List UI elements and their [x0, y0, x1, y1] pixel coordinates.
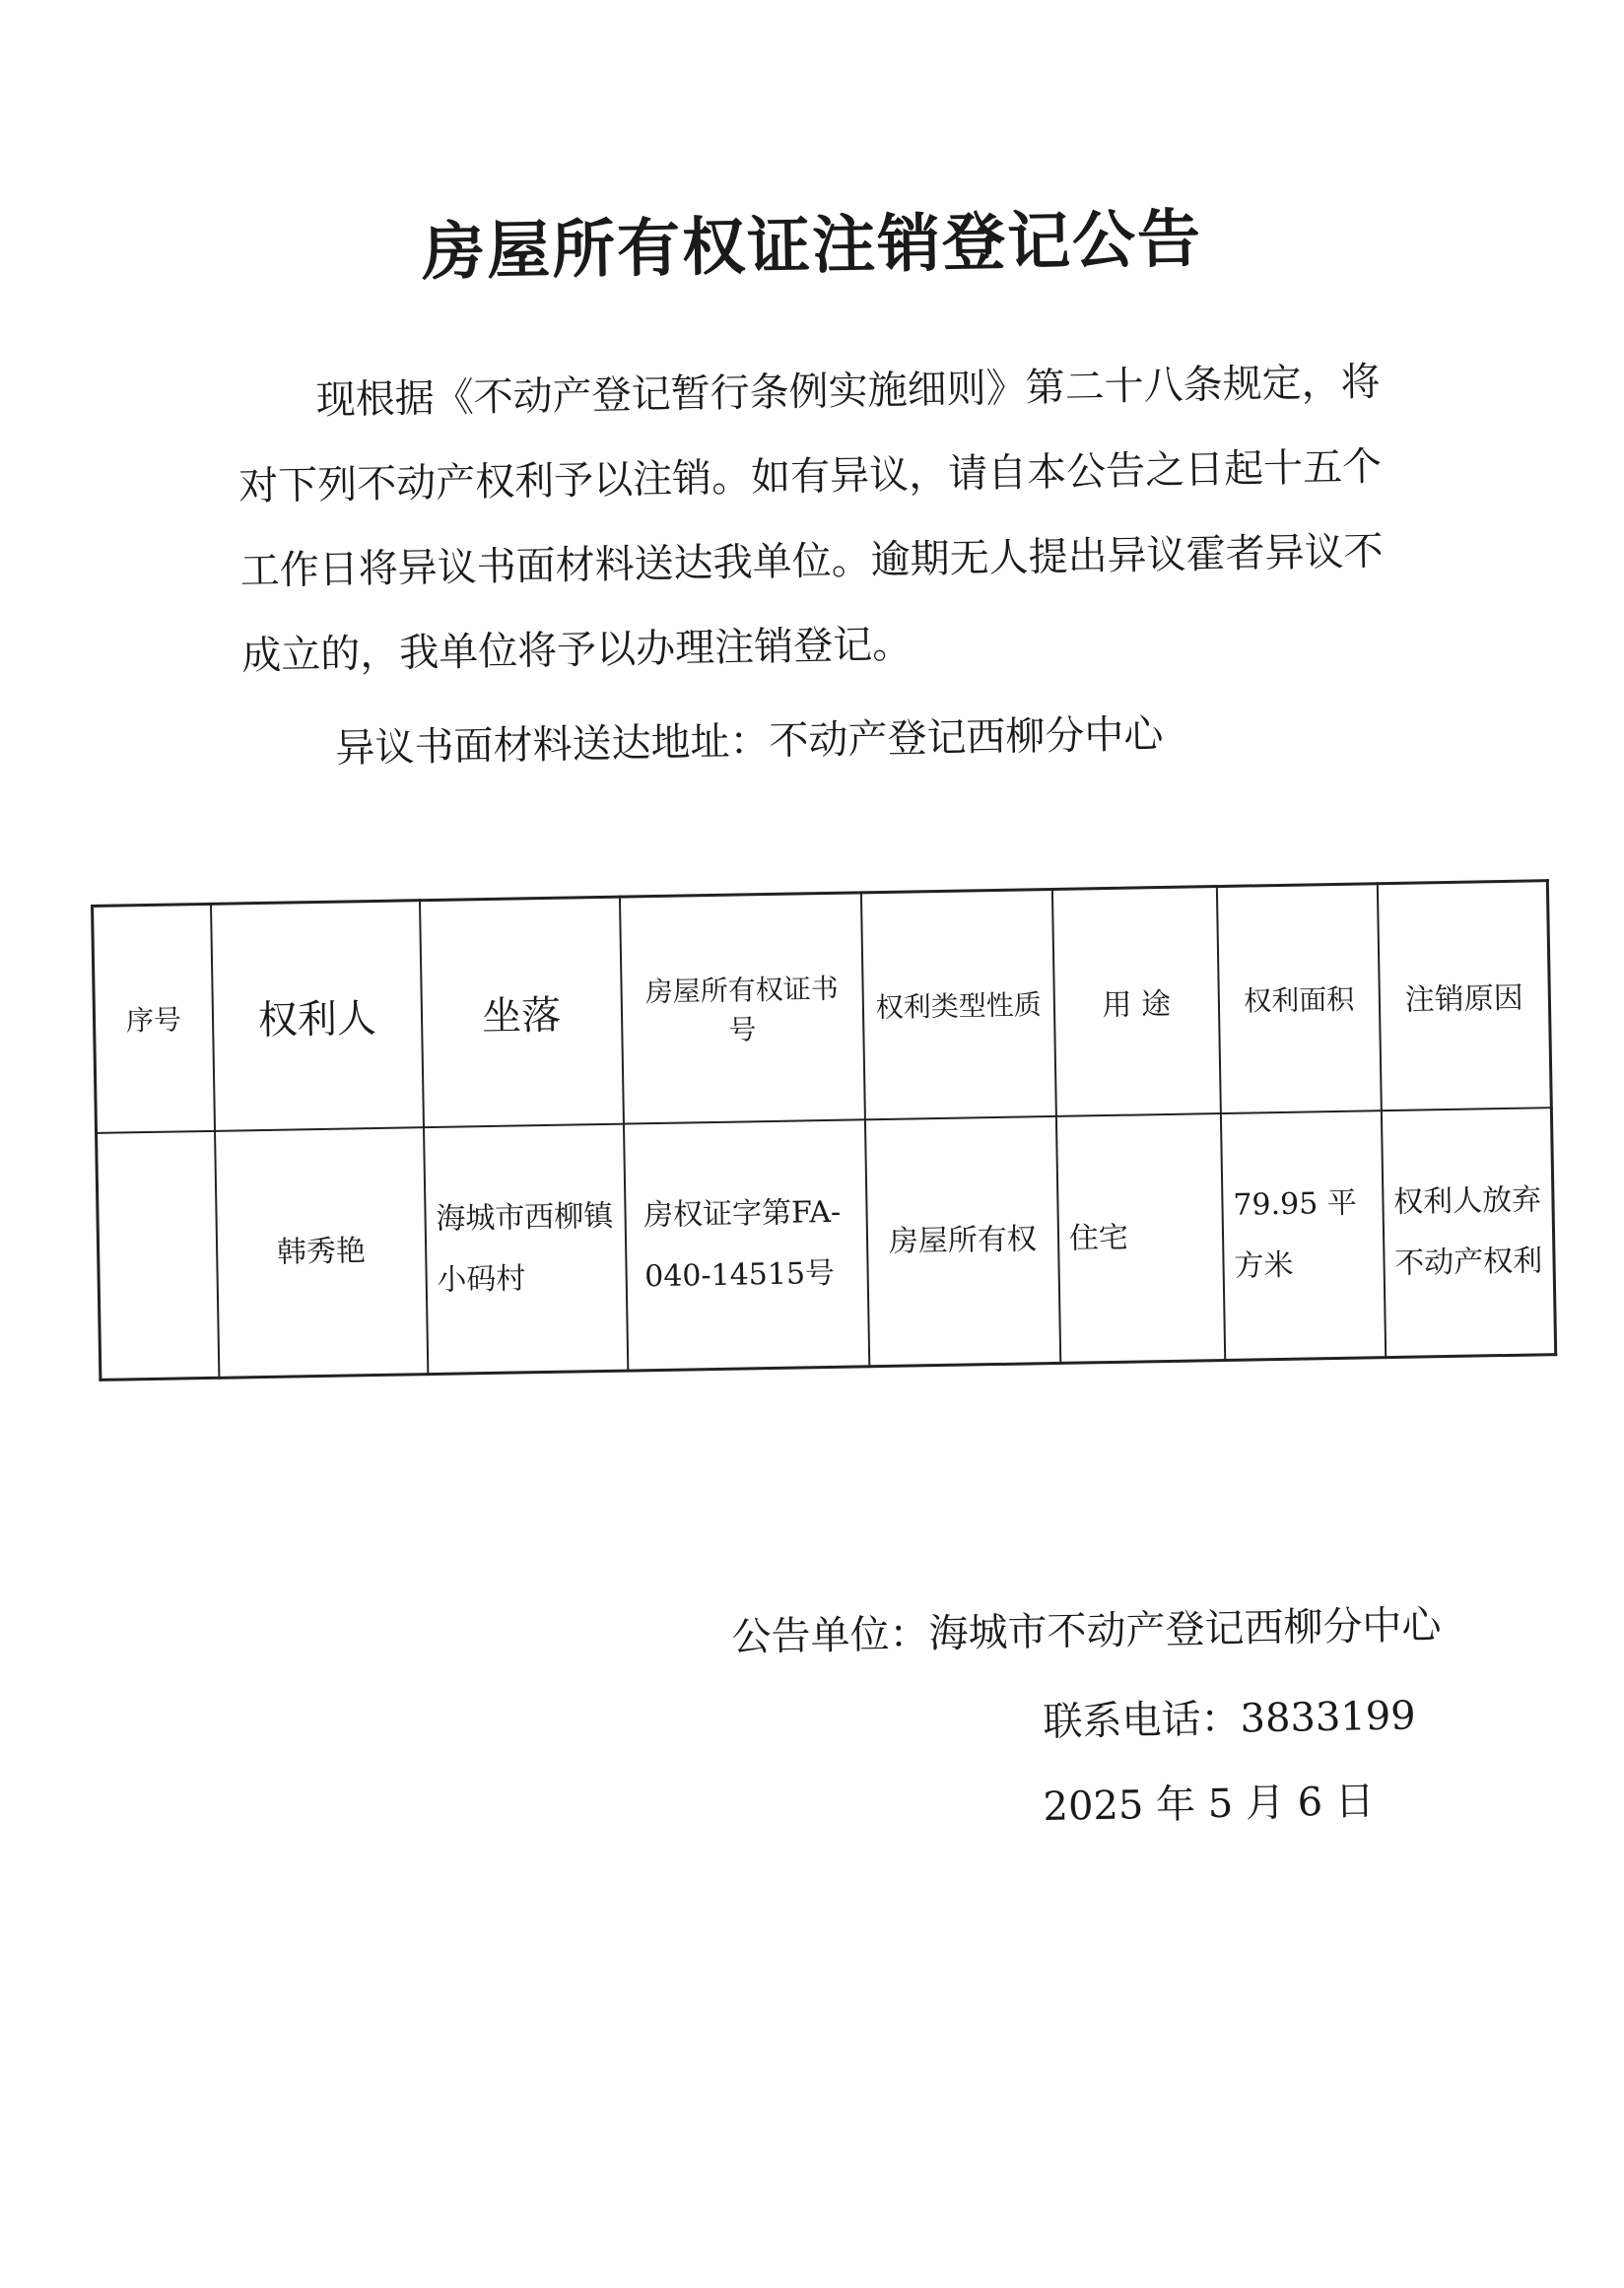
contact-phone: 联系电话：3833199	[1043, 1693, 1417, 1745]
cell-area: 79.95 平方米	[1221, 1110, 1386, 1360]
document-title: 房屋所有权证注销登记公告	[421, 202, 1203, 290]
cell-holder: 韩秀艳	[215, 1127, 428, 1378]
header-location: 坐落	[420, 897, 624, 1127]
header-index: 序号	[93, 904, 215, 1133]
header-certificate: 房屋所有权证书号	[619, 893, 864, 1124]
notice-date: 2025 年 5 月 6 日	[1043, 1779, 1376, 1830]
table-row	[97, 1108, 1556, 1380]
cell-right-type: 房屋所有权	[865, 1116, 1060, 1367]
cell-index	[97, 1131, 220, 1380]
header-area: 权利面积	[1217, 884, 1382, 1113]
header-right-type: 权利类型性质	[861, 889, 1056, 1119]
header-holder: 权利人	[211, 901, 424, 1131]
header-reason: 注销原因	[1377, 881, 1551, 1110]
issuing-unit: 公告单位：海城市不动产登记西柳分中心	[731, 1602, 1442, 1660]
cancellation-table	[91, 879, 1557, 1381]
objection-address: 异议书面材料送达地址：不动产登记西柳分中心	[335, 711, 1164, 772]
table-header-row	[93, 881, 1552, 1133]
cell-certificate: 房权证字第FA-040-14515号	[623, 1119, 869, 1371]
notice-body	[237, 339, 1405, 699]
cell-usage: 住宅	[1056, 1113, 1226, 1363]
cancellation-table-wrap	[91, 879, 1557, 1381]
cell-location: 海城市西柳镇小码村	[424, 1124, 628, 1375]
notice-paragraph: 现根据《不动产登记暂行条例实施细则》第二十八条规定，将对下列不动产权利予以注销。如有异议，请自本公告之日起十五个工作日将异议书面材料送达我单位。逾期无人提出异议霍者异议不成立的，我单位将予以办理注销登记。	[237, 359, 1384, 679]
header-usage: 用 途	[1052, 887, 1221, 1116]
cell-reason: 权利人放弃不动产权利	[1382, 1108, 1556, 1357]
